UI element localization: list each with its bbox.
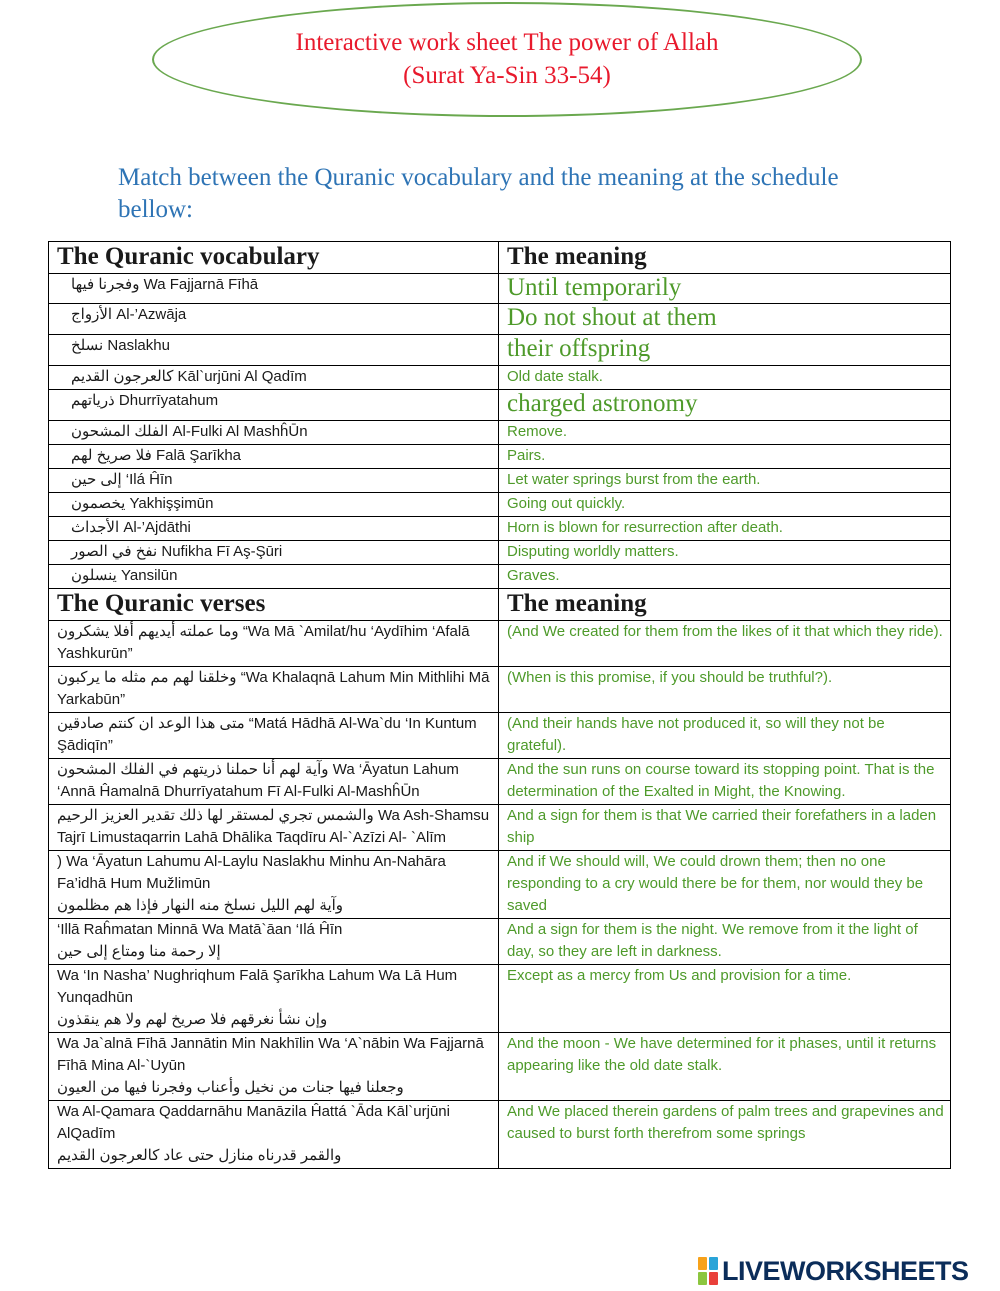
vocab-transliteration: ‘Ilá Ĥīn: [125, 471, 173, 488]
vocab-row: [49, 541, 951, 565]
verse-meaning-cell: And the sun runs on course toward its stopping point. That is the determination of the Exalted in Might, the Knowing.: [499, 759, 951, 805]
verse-text-cell: [49, 759, 499, 805]
verse-meaning-cell: And if We should will, We could drown them; then no one responding to a cry would there be for them, nor would they be saved: [499, 851, 951, 919]
verse-row: [49, 1033, 951, 1101]
vocab-row: [49, 469, 951, 493]
vocab-transliteration: Kāl`urjūni Al Qadīm: [177, 368, 307, 385]
vocab-arabic: الأجداث: [71, 519, 120, 536]
vocab-arabic: فلا صريخ لهم: [71, 447, 152, 464]
worksheet-table: [48, 241, 951, 1169]
verse-row: [49, 759, 951, 805]
verse-row: [49, 805, 951, 851]
vocab-arabic: إلى حين: [71, 471, 122, 488]
worksheet-table-body: [49, 242, 951, 1169]
vocab-row: [49, 390, 951, 421]
vocab-row: [49, 565, 951, 589]
verse-text-cell: [49, 851, 499, 919]
verse-transliteration: Wa ‘In Nasha’ Nughriqhum Falā Şarīkha Lahum Wa Lā Hum Yunqadhūn: [57, 967, 458, 1006]
vocab-arabic: نفخ في الصور: [71, 543, 158, 560]
verse-arabic: وآية لهم الليل نسلخ منه النهار فإذا هم مظلمون: [57, 897, 344, 914]
logo-square: [709, 1272, 718, 1285]
verse-arabic: والشمس تجري لمستقر لها ذلك تقدير العزيز الرحيم: [57, 807, 374, 824]
vocab-row: [49, 445, 951, 469]
vocab-term-cell: [49, 390, 499, 421]
vocab-meaning-cell: Until temporarily: [499, 274, 951, 304]
vocab-transliteration: Wa Fajjarnā Fīhā: [143, 276, 259, 293]
verses-meaning-header-cell: The meaning: [499, 589, 951, 621]
vocab-arabic: وفجرنا فيها: [71, 276, 140, 293]
verse-transliteration: Wa ‘Āyatun Lahum ‘Annā Ĥamalnā Dhurrīyatahum Fī Al-Fulki Al-MashĥŪn: [57, 761, 459, 800]
vocab-row: [49, 335, 951, 366]
verse-text-cell: [49, 805, 499, 851]
vocab-meaning-cell: Let water springs burst from the earth.: [499, 469, 951, 493]
vocab-transliteration: Naslakhu: [107, 337, 170, 354]
vocab-term-cell: [49, 541, 499, 565]
vocab-row: [49, 421, 951, 445]
verse-text-cell: [49, 965, 499, 1033]
verse-meaning-cell: (When is this promise, if you should be truthful?).: [499, 667, 951, 713]
vocab-term-cell: [49, 469, 499, 493]
verse-text-cell: [49, 919, 499, 965]
vocab-transliteration: Yakhişşimūn: [129, 495, 214, 512]
vocab-meaning-cell: charged astronomy: [499, 390, 951, 421]
vocab-arabic: يخصمون: [71, 495, 126, 512]
vocab-header-cell: The Quranic vocabulary: [49, 242, 499, 274]
verse-row: [49, 713, 951, 759]
vocab-term-cell: [49, 421, 499, 445]
logo-square: [709, 1257, 718, 1270]
vocab-meaning-cell: Do not shout at them: [499, 304, 951, 335]
verses-header-row: [49, 589, 951, 621]
verse-transliteration: Wa Al-Qamara Qaddarnāhu Manāzila Ĥattá `Āda Kāl`urjūni AlQadīm: [57, 1103, 450, 1142]
title-line-1: Interactive work sheet The power of Allah: [295, 29, 719, 56]
verse-arabic: وإن نشأ نغرقهم فلا صريخ لهم ولا هم ينقذون: [57, 1011, 328, 1028]
vocab-arabic: الفلك المشحون: [71, 423, 169, 440]
verse-meaning-cell: And a sign for them is the night. We remove from it the light of day, so they are left in darkness.: [499, 919, 951, 965]
verse-row: [49, 1101, 951, 1169]
logo-grid-icon: [698, 1257, 718, 1285]
verse-arabic: وما عملته أيديهم أفلا يشكرون: [57, 623, 239, 640]
vocab-transliteration: Al-’Ajdāthi: [123, 519, 191, 536]
vocab-meaning-cell: Horn is blown for resurrection after death.: [499, 517, 951, 541]
instruction-text: Match between the Quranic vocabulary and the meaning at the schedule bellow:: [118, 164, 839, 223]
verse-meaning-cell: And the moon - We have determined for it phases, until it returns appearing like the old date stalk.: [499, 1033, 951, 1101]
verse-text-cell: [49, 1033, 499, 1101]
vocab-row: [49, 493, 951, 517]
vocab-meaning-cell: Remove.: [499, 421, 951, 445]
verse-transliteration: “Matá Hādhā Al-Wa`du ‘In Kuntum Şādiqīn”: [57, 715, 477, 754]
verse-transliteration: Wa Ash-Shamsu Tajrī Limustaqarrin Lahā Dhālika Taqdīru Al-`Azīzi Al- `Alīm: [57, 807, 490, 846]
verse-text-cell: [49, 713, 499, 759]
vocab-meaning-cell: Disputing worldly matters.: [499, 541, 951, 565]
vocab-row: [49, 304, 951, 335]
vocab-transliteration: Nufikha Fī Aş-Şūri: [161, 543, 283, 560]
vocab-transliteration: Al-Fulki Al MashĥŪn: [172, 423, 308, 440]
verse-arabic: والقمر قدرناه منازل حتى عاد كالعرجون القديم: [57, 1147, 342, 1164]
verse-meaning-cell: (And We created for them from the likes of it that which they ride).: [499, 621, 951, 667]
logo-text: LIVEWORKSHEETS: [722, 1255, 969, 1286]
verse-row: [49, 621, 951, 667]
vocab-arabic: كالعرجون القديم: [71, 368, 174, 385]
vocab-arabic: ينسلون: [71, 567, 117, 584]
verse-transliteration: ‘Illā Raĥmatan Minnā Wa Matā`āan ‘Ilá Ĥīn: [57, 921, 343, 938]
vocab-transliteration: Dhurrīyatahum: [118, 392, 219, 409]
vocab-transliteration: Falā Şarīkha: [155, 447, 242, 464]
verse-transliteration: ) Wa ‘Āyatun Lahumu Al-Laylu Naslakhu Minhu An-Nahāra Fa’idhā Hum Mužlimūn: [57, 853, 446, 892]
verse-arabic: وجعلنا فيها جنات من نخيل وأعناب وفجرنا فيها من العيون: [57, 1079, 404, 1096]
vocab-term-cell: [49, 335, 499, 366]
vocab-arabic: نسلخ: [71, 337, 104, 354]
vocab-meaning-cell: their offspring: [499, 335, 951, 366]
logo-square: [698, 1272, 707, 1285]
vocab-term-cell: [49, 445, 499, 469]
verse-row: [49, 851, 951, 919]
vocab-meaning-cell: Graves.: [499, 565, 951, 589]
liveworksheets-logo: [698, 1256, 969, 1286]
verses-header-cell: The Quranic verses: [49, 589, 499, 621]
vocab-term-cell: [49, 517, 499, 541]
vocab-term-cell: [49, 565, 499, 589]
vocab-term-cell: [49, 366, 499, 390]
vocab-term-cell: [49, 304, 499, 335]
verse-arabic: متى هذا الوعد ان كنتم صادقين: [57, 715, 245, 732]
title-line-2: (Surat Ya-Sin 33-54): [403, 62, 611, 89]
vocab-meaning-header-cell: The meaning: [499, 242, 951, 274]
verse-text-cell: [49, 1101, 499, 1169]
vocab-row: [49, 366, 951, 390]
vocab-meaning-cell: Old date stalk.: [499, 366, 951, 390]
verse-meaning-cell: Except as a mercy from Us and provision for a time.: [499, 965, 951, 1033]
logo-square: [698, 1257, 707, 1270]
verse-text-cell: [49, 621, 499, 667]
vocab-transliteration: Yansilūn: [121, 567, 178, 584]
vocab-meaning-cell: Pairs.: [499, 445, 951, 469]
vocab-term-cell: [49, 274, 499, 304]
verse-meaning-cell: (And their hands have not produced it, so will they not be grateful).: [499, 713, 951, 759]
vocab-meaning-cell: Going out quickly.: [499, 493, 951, 517]
vocab-transliteration: Al-’Azwāja: [116, 306, 187, 323]
vocab-term-cell: [49, 493, 499, 517]
verse-row: [49, 965, 951, 1033]
verse-transliteration: “Wa Mā `Amilat/hu ‘Aydīhim ‘Afalā Yashkurūn”: [57, 623, 470, 662]
vocab-arabic: الأزواج: [71, 306, 113, 323]
vocab-row: [49, 517, 951, 541]
verse-row: [49, 667, 951, 713]
verse-transliteration: Wa Ja`alnā Fīhā Jannātin Min Nakhīlin Wa ‘A`nābin Wa Fajjarnā Fīhā Mina Al-`Uyūn: [57, 1035, 484, 1074]
page-title: [152, 26, 862, 92]
verse-text-cell: [49, 667, 499, 713]
verse-row: [49, 919, 951, 965]
verse-arabic: وآية لهم أنا حملنا ذريتهم في الفلك المشحون: [57, 761, 329, 778]
verse-meaning-cell: And We placed therein gardens of palm trees and grapevines and caused to burst forth therefrom some springs: [499, 1101, 951, 1169]
vocab-row: [49, 274, 951, 304]
verse-arabic: إلا رحمة منا ومتاع إلى حين: [57, 943, 221, 960]
verse-transliteration: “Wa Khalaqnā Lahum Min Mithlihi Mā Yarkabūn”: [57, 669, 490, 708]
vocab-arabic: ذرياتهم: [71, 392, 115, 409]
verse-arabic: وخلقنا لهم مم مثله ما يركبون: [57, 669, 237, 686]
vocab-header-row: [49, 242, 951, 274]
verse-meaning-cell: And a sign for them is that We carried their forefathers in a laden ship: [499, 805, 951, 851]
